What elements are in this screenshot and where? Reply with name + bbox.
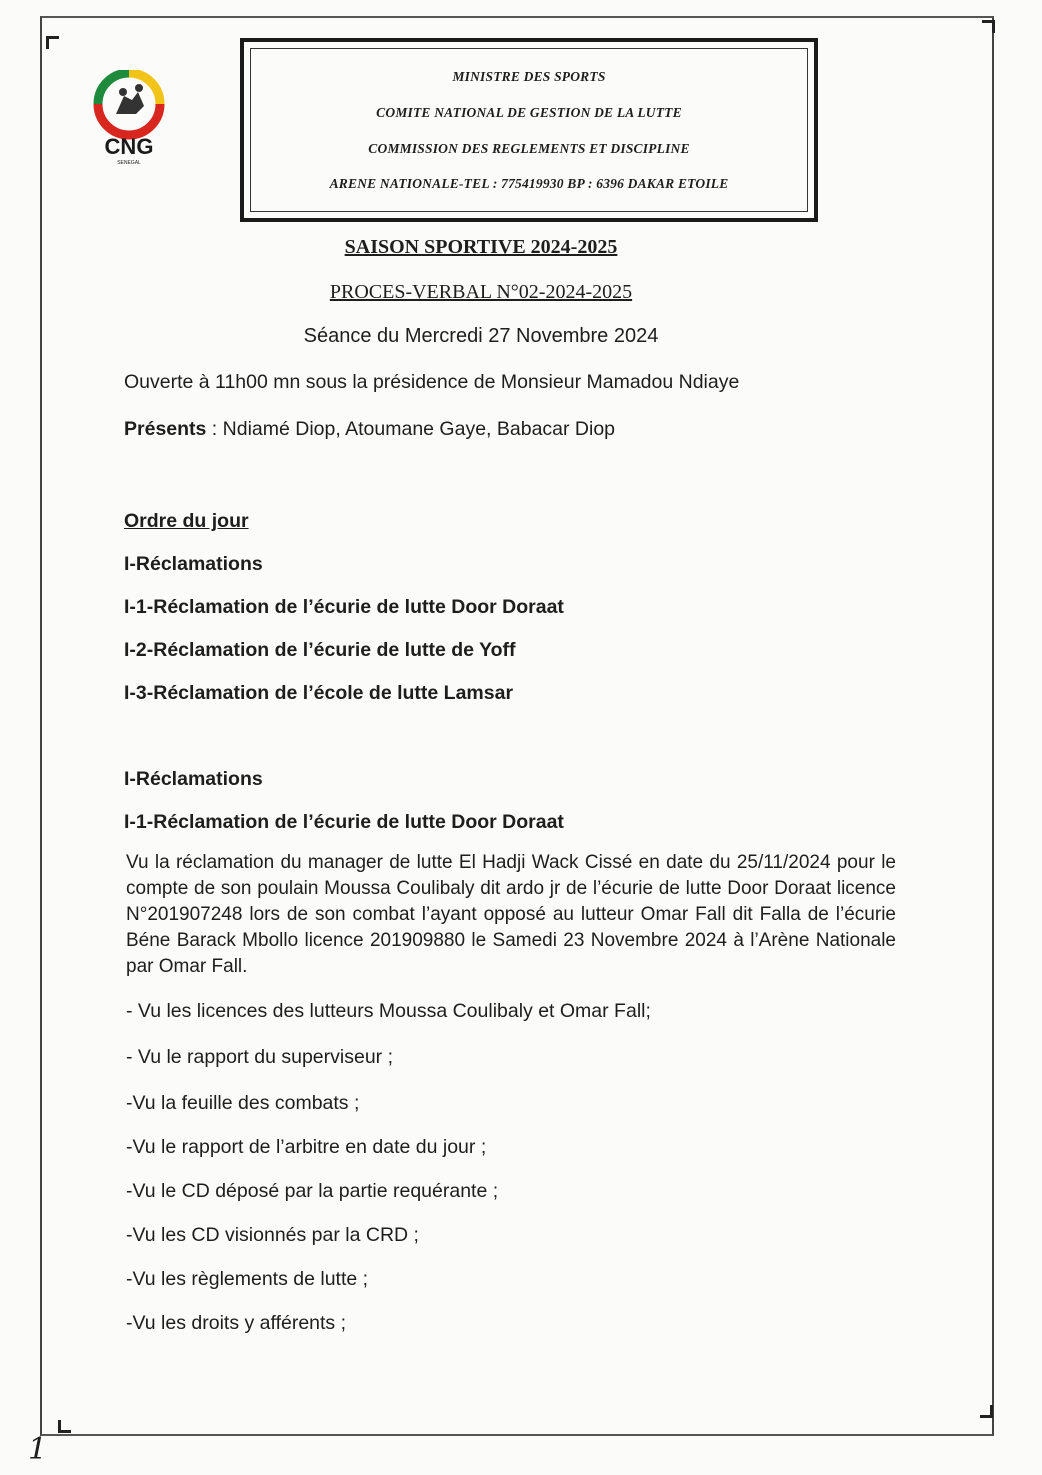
logo-sub: SENEGAL bbox=[117, 160, 141, 166]
commission-line: COMMISSION DES REGLEMENTS ET DISCIPLINE bbox=[368, 141, 690, 156]
ministry-line: MINISTRE DES SPORTS bbox=[452, 69, 606, 84]
claim-paragraph: Vu la réclamation du manager de lutte El Hadji Wack Cissé en date du 25/11/2024 pour le compte de son poulain Moussa Coulibaly dit ardo jr de l’écurie de lutte Door Doraat licence N°201907248 lors de son combat l’ayant opposé au lutteur Omar Fall dit Falla de l’écurie Béne Barack Mbollo licence 201909880 le Samedi 23 Novembre 2024 à l’Arène Nationale par Omar Fall. bbox=[126, 852, 896, 977]
consideration-item: -Vu la feuille des combats ; bbox=[126, 1092, 360, 1114]
consideration-item: -Vu les CD visionnés par la CRD ; bbox=[126, 1224, 419, 1246]
agenda-section: I-Réclamations bbox=[124, 553, 263, 575]
consideration-item: -Vu le CD déposé par la partie requérante ; bbox=[126, 1180, 499, 1202]
pv-title: PROCES-VERBAL N°02-2024-2025 bbox=[329, 281, 633, 303]
page-border bbox=[40, 16, 994, 1436]
attendees-label: Présents bbox=[124, 418, 207, 440]
consideration-item: -Vu le rapport de l’arbitre en date du jour ; bbox=[126, 1136, 487, 1158]
session-date: Séance du Mercredi 27 Novembre 2024 bbox=[303, 325, 659, 347]
body-section: I-Réclamations bbox=[124, 768, 263, 790]
attendees-names: : Ndiamé Diop, Atoumane Gaye, Babacar Diop bbox=[206, 418, 616, 440]
header-box bbox=[240, 38, 818, 222]
agenda-item: I-1-Réclamation de l’écurie de lutte Door Doraat bbox=[124, 596, 564, 618]
committee-line: COMITE NATIONAL DE GESTION DE LA LUTTE bbox=[376, 105, 682, 120]
logo-text: CNG bbox=[104, 134, 154, 159]
consideration-item: -Vu les droits y afférents ; bbox=[126, 1312, 347, 1334]
page-number: 1 bbox=[28, 1432, 48, 1467]
agenda-heading: Ordre du jour bbox=[124, 510, 249, 532]
consideration-item: -Vu les règlements de lutte ; bbox=[126, 1268, 369, 1290]
agenda-item: I-3-Réclamation de l’école de lutte Lamsar bbox=[124, 682, 514, 704]
corner-mark bbox=[46, 36, 59, 49]
opening-line: Ouverte à 11h00 mn sous la présidence de Monsieur Mamadou Ndiaye bbox=[124, 371, 740, 393]
consideration-item: - Vu le rapport du superviseur ; bbox=[126, 1046, 393, 1068]
corner-mark bbox=[980, 1405, 993, 1418]
consideration-item: - Vu les licences des lutteurs Moussa Coulibaly et Omar Fall; bbox=[126, 1000, 651, 1022]
address-line: ARENE NATIONALE-TEL : 775419930 BP : 6396 DAKAR ETOILE bbox=[329, 176, 729, 191]
corner-mark bbox=[982, 20, 995, 33]
corner-mark bbox=[58, 1420, 71, 1433]
season-title: SAISON SPORTIVE 2024-2025 bbox=[344, 236, 618, 258]
cng-logo bbox=[86, 70, 172, 166]
attendees-line bbox=[124, 418, 904, 441]
agenda-item: I-2-Réclamation de l’écurie de lutte de Yoff bbox=[124, 639, 516, 661]
body-subsection: I-1-Réclamation de l’écurie de lutte Door Doraat bbox=[124, 811, 564, 833]
